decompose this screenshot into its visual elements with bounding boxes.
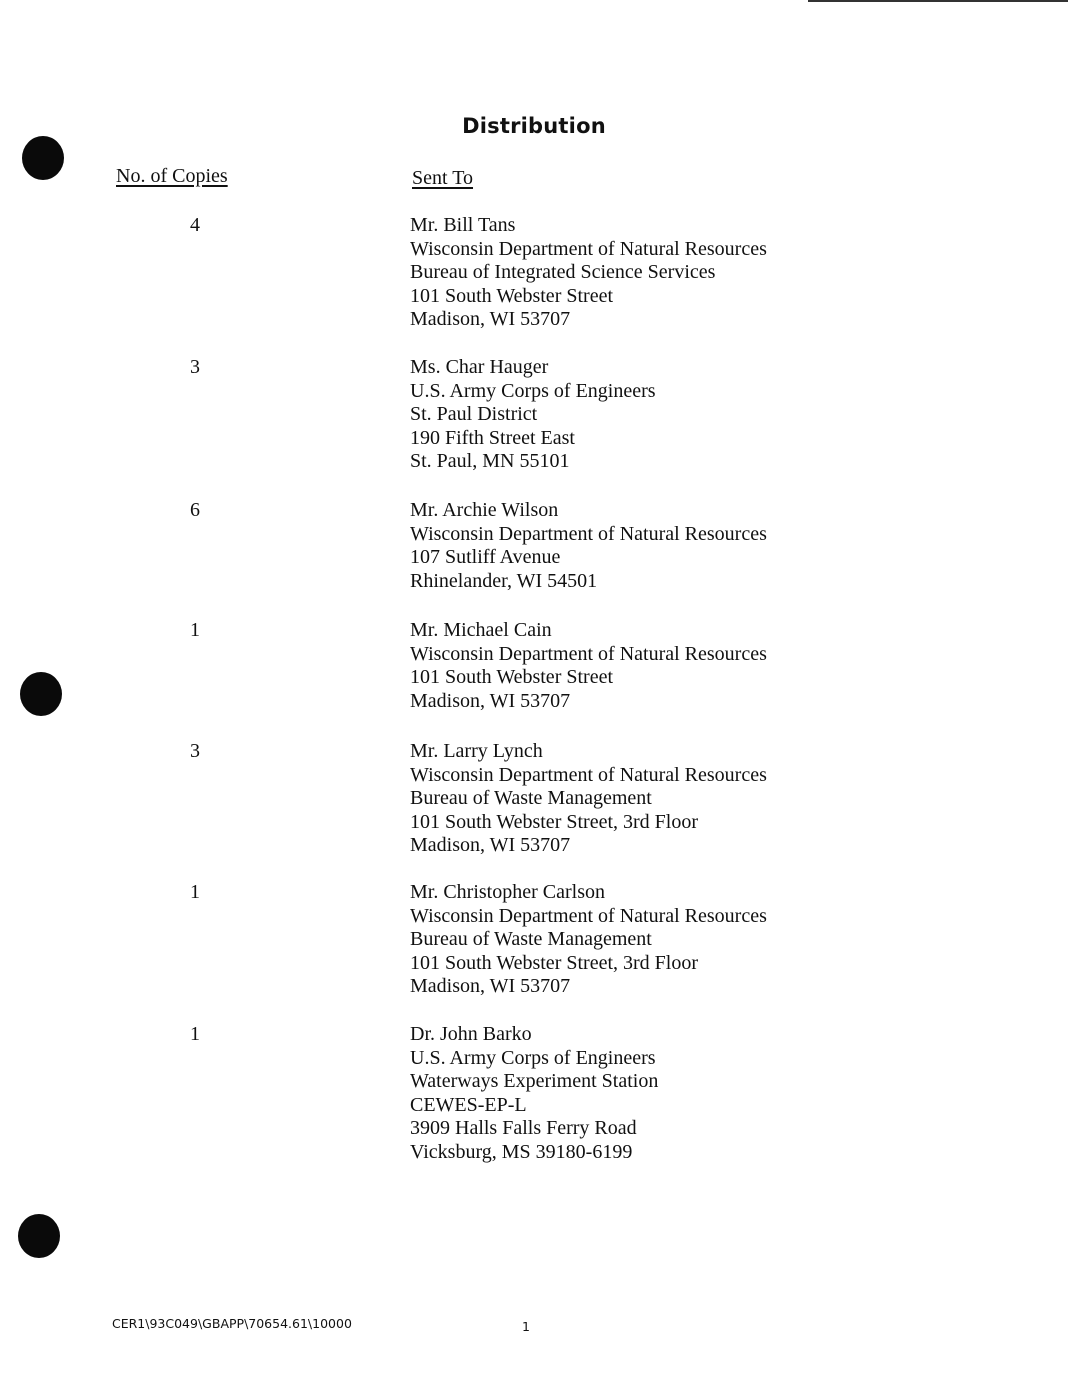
footer-file-path: CER1\93C049\GBAPP\70654.61\10000: [112, 1316, 352, 1331]
entry-copies: 3: [190, 356, 200, 378]
entry-address: [410, 740, 767, 858]
entry-copies: 1: [190, 881, 200, 903]
address-line: Wisconsin Department of Natural Resources: [410, 763, 767, 786]
punch-hole-middle: [20, 672, 62, 716]
entry-copies: 4: [190, 214, 200, 236]
address-line: 101 South Webster Street: [410, 666, 613, 689]
page-number: 1: [522, 1319, 530, 1334]
punch-hole-bottom: [18, 1214, 60, 1258]
entry-address: [410, 881, 767, 999]
address-line: 101 South Webster Street: [410, 284, 613, 307]
top-edge-rule: [808, 0, 1068, 2]
address-line: 101 South Webster Street, 3rd Floor: [410, 951, 698, 974]
address-line: Wisconsin Department of Natural Resources: [410, 522, 767, 545]
address-line: Vicksburg, MS 39180-6199: [410, 1140, 633, 1163]
entry-copies: 1: [190, 1023, 200, 1045]
recipient-name: Mr. Larry Lynch: [410, 740, 543, 762]
address-line: Wisconsin Department of Natural Resources: [410, 237, 767, 260]
recipient-name: Mr. Bill Tans: [410, 214, 516, 236]
address-line: Madison, WI 53707: [410, 975, 571, 998]
address-line: Madison, WI 53707: [410, 308, 571, 331]
column-header-copies: No. of Copies: [116, 165, 228, 187]
address-line: Rhinelander, WI 54501: [410, 569, 598, 592]
address-line: 107 Sutliff Avenue: [410, 546, 561, 569]
recipient-name: Mr. Christopher Carlson: [410, 881, 605, 903]
entry-address: [410, 499, 767, 593]
address-line: St. Paul, MN 55101: [410, 450, 570, 473]
address-line: Waterways Experiment Station: [410, 1070, 659, 1093]
entry-address: [410, 619, 767, 713]
entry-copies: 6: [190, 499, 200, 521]
address-line: 3909 Halls Falls Ferry Road: [410, 1117, 637, 1140]
address-line: Wisconsin Department of Natural Resources: [410, 904, 767, 927]
address-line: Bureau of Waste Management: [410, 928, 652, 951]
address-line: 190 Fifth Street East: [410, 426, 575, 449]
recipient-name: Mr. Archie Wilson: [410, 499, 559, 521]
address-line: U.S. Army Corps of Engineers: [410, 379, 656, 402]
page-title: Distribution: [462, 114, 606, 138]
column-header-sent-to: Sent To: [412, 167, 474, 189]
entry-address: [410, 356, 656, 474]
recipient-name: Mr. Michael Cain: [410, 619, 552, 641]
entry-address: [410, 1023, 658, 1165]
entry-copies: 1: [190, 619, 200, 641]
punch-hole-top: [22, 136, 64, 180]
address-line: Wisconsin Department of Natural Resources: [410, 642, 767, 665]
address-line: Bureau of Waste Management: [410, 787, 652, 810]
recipient-name: Dr. John Barko: [410, 1023, 532, 1045]
address-line: U.S. Army Corps of Engineers: [410, 1046, 656, 1069]
entry-address: [410, 214, 767, 332]
recipient-name: Ms. Char Hauger: [410, 356, 549, 378]
address-line: 101 South Webster Street, 3rd Floor: [410, 810, 698, 833]
entry-copies: 3: [190, 740, 200, 762]
address-line: Madison, WI 53707: [410, 834, 571, 857]
address-line: Bureau of Integrated Science Services: [410, 261, 716, 284]
address-line: CEWES-EP-L: [410, 1093, 527, 1116]
address-line: Madison, WI 53707: [410, 689, 571, 712]
address-line: St. Paul District: [410, 403, 538, 426]
